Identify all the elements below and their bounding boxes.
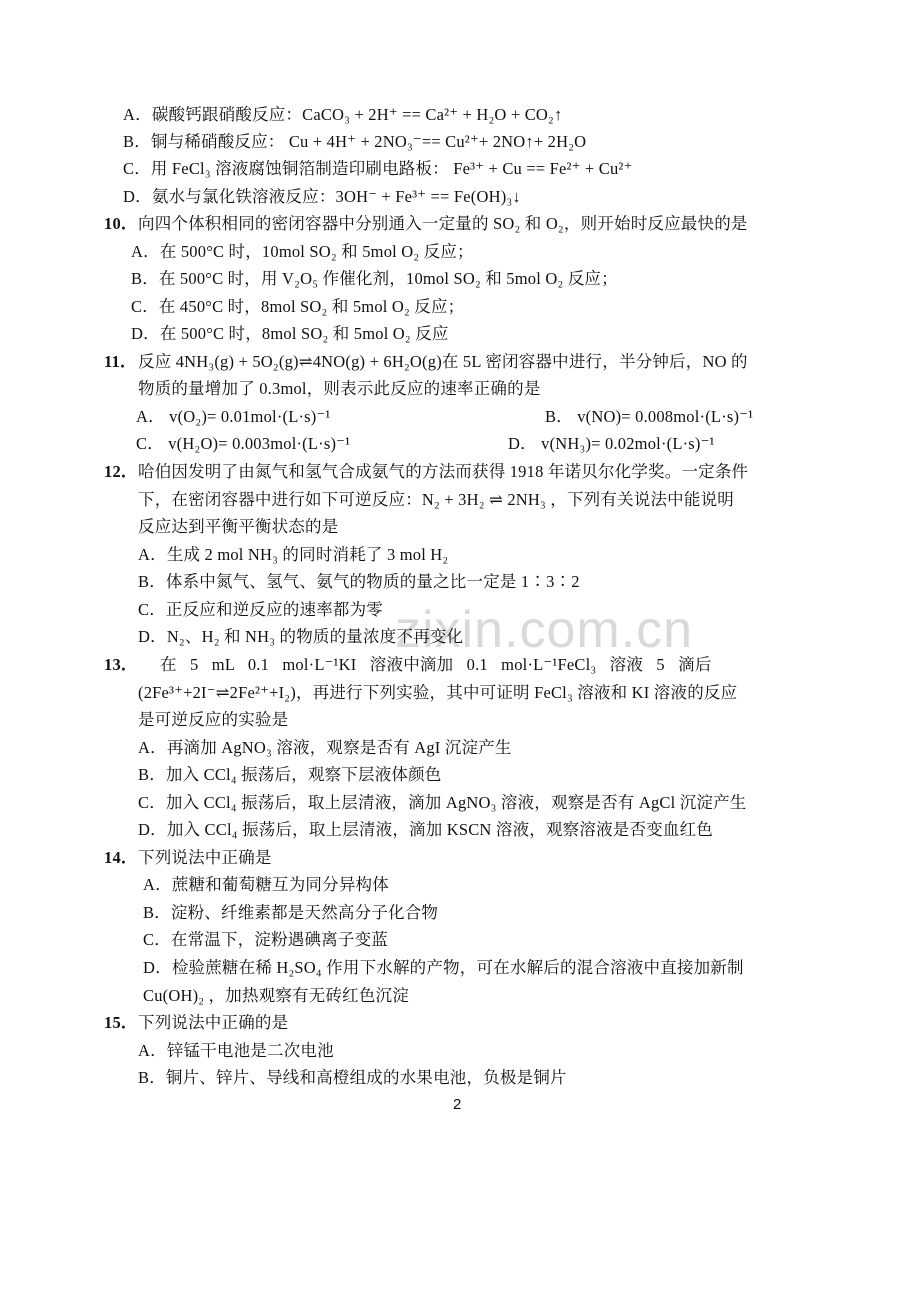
q12-stem-line3: 反应达到平衡平衡状态的是 [138,517,339,536]
q9-option-b: B．铜与稀硝酸反应： Cu + 4H⁺ + 2NO₃⁻== Cu²⁺+ 2NO↑+ 2H₂O [123,132,587,151]
q13-stem-line1: 在 5 mL 0.1 mol·L⁻¹KI 溶液中滴加 0.1 mol·L⁻¹FeCl₃ 溶液 5 滴后 [160,655,712,674]
q15-stem: 下列说法中正确的是 [138,1013,289,1032]
q11-option-b: B． v(NO)= 0.008mol·(L·s)⁻¹ [545,407,754,426]
q14-option-b: B．淀粉、纤维素都是天然高分子化合物 [143,903,439,922]
q11-option-d: D． v(NH₃)= 0.02mol·(L·s)⁻¹ [508,434,715,453]
q13-option-d: D．加入 CCl₄ 振荡后，取上层清液，滴加 KSCN 溶液，观察溶液是否变血红色 [138,820,713,839]
q12-option-b: B．体系中氮气、氢气、氨气的物质的量之比一定是 1∶3∶2 [138,572,580,591]
q9-option-a: A．碳酸钙跟硝酸反应：CaCO₃ + 2H⁺ == Ca²⁺ + H₂O + CO₂↑ [123,105,563,124]
q14-option-d-line1: D．检验蔗糖在稀 H₂SO₄ 作用下水解的产物，可在水解后的混合溶液中直接加新制 [143,958,744,977]
q10-option-a: A．在 500°C 时，10mol SO₂ 和 5mol O₂ 反应； [131,242,474,261]
q15-number: 15． [104,1013,138,1032]
q14-number: 14． [104,848,138,867]
q9-option-c: C．用 FeCl₃ 溶液腐蚀铜箔制造印刷电路板： Fe³⁺ + Cu == Fe²⁺ + Cu²⁺ [123,159,633,178]
q12-option-c: C．正反应和逆反应的速率都为零 [138,600,384,619]
q9-option-d: D．氨水与氯化铁溶液反应：3OH⁻ + Fe³⁺ == Fe(OH)₃↓ [123,187,521,206]
q13-number: 13． [104,655,138,674]
q11-stem-line1: 反应 4NH₃(g) + 5O₂(g)⇌4NO(g) + 6H₂O(g)在 5L 密闭容器中进行，半分钟后，NO 的 [138,352,748,371]
q12-number: 12． [104,462,138,481]
q15-option-a: A．锌锰干电池是二次电池 [138,1041,334,1060]
q12-stem-line2: 下，在密闭容器中进行如下可逆反应：N₂ + 3H₂ ⇌ 2NH₃ ，下列有关说法中能说明 [138,490,734,509]
q12-option-a: A．生成 2 mol NH₃ 的同时消耗了 3 mol H₂ [138,545,449,564]
q10-option-c: C．在 450°C 时，8mol SO₂ 和 5mol O₂ 反应； [131,297,465,316]
q15-option-b: B．铜片、锌片、导线和高橙组成的水果电池，负极是铜片 [138,1068,567,1087]
q14-option-c: C．在常温下，淀粉遇碘离子变蓝 [143,930,389,949]
q13-stem-line2: (2Fe³⁺+2I⁻⇌2Fe²⁺+I₂)，再进行下列实验，其中可证明 FeCl₃ 溶液和 KI 溶液的反应 [138,683,738,702]
q10-stem: 向四个体积相同的密闭容器中分别通入一定量的 SO₂ 和 O₂，则开始时反应最快的是 [138,214,748,233]
q14-option-d-line2: Cu(OH)₂ ，加热观察有无砖红色沉淀 [143,986,409,1005]
q13-option-b: B．加入 CCl₄ 振荡后，观察下层液体颜色 [138,765,442,784]
q13-stem-line3: 是可逆反应的实验是 [138,710,289,729]
q12-option-d: D．N₂、H₂ 和 NH₃ 的物质的量浓度不再变化 [138,627,464,646]
q11-number: 11． [104,352,137,371]
q10-number: 10． [104,214,138,233]
q11-option-a: A． v(O₂)= 0.01mol·(L·s)⁻¹ [136,407,331,426]
q14-option-a: A．蔗糖和葡萄糖互为同分异构体 [143,875,389,894]
q13-option-a: A．再滴加 AgNO₃ 溶液，观察是否有 AgI 沉淀产生 [138,738,512,757]
page-number: 2 [453,1096,462,1113]
q10-option-b: B．在 500°C 时，用 V₂O₅ 作催化剂，10mol SO₂ 和 5mol O₂ 反应； [131,269,618,288]
watermark: zixin.com.cn [395,601,694,659]
q11-stem-line2: 物质的量增加了 0.3mol，则表示此反应的速率正确的是 [138,379,541,398]
q10-option-d: D．在 500°C 时，8mol SO₂ 和 5mol O₂ 反应 [131,324,449,343]
q11-option-c: C． v(H₂O)= 0.003mol·(L·s)⁻¹ [136,434,351,453]
q13-option-c: C．加入 CCl₄ 振荡后，取上层清液，滴加 AgNO₃ 溶液，观察是否有 AgCl 沉淀产生 [138,793,747,812]
q14-stem: 下列说法中正确是 [138,848,272,867]
q12-stem-line1: 哈伯因发明了由氮气和氢气合成氨气的方法而获得 1918 年诺贝尔化学奖。一定条件 [138,462,749,481]
